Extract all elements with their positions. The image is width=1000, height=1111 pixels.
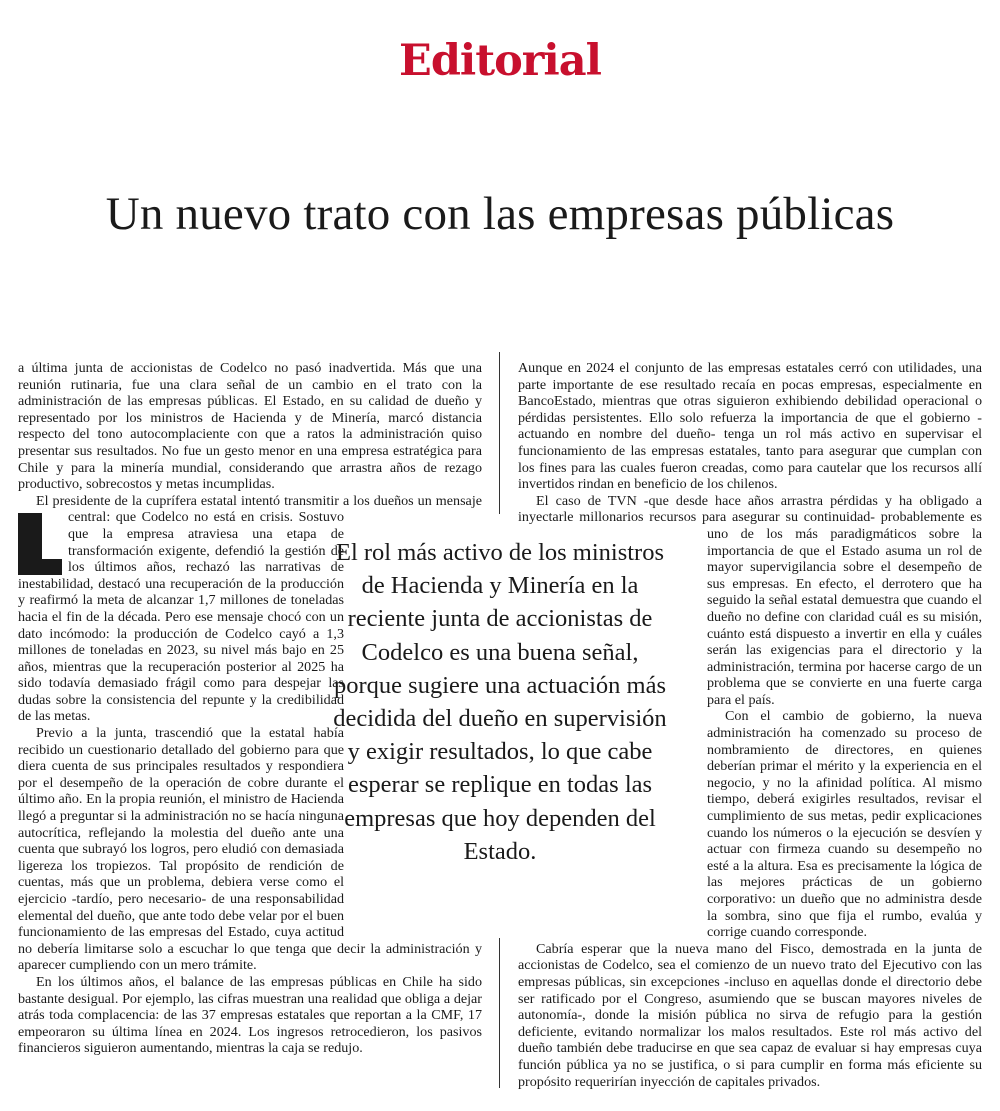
left-paragraph-2: El presidente de la cuprífera estatal intentó transmitir a los dueños un mensaje central: que Codelco no está en crisis. Sostuvo que la empresa atraviesa una etapa de transformación exigente, defendió la gestión de los últimos años, rechazó las narrativas de inestabilidad, destacó una recuperación de la producción y reafirmó la meta de alcanzar 1,7 millones de toneladas hacia el fin de la década. Pero ese mensaje chocó con un dato incómodo: la producción de Codelco cayó a 1,3 millones de toneladas en 2023, su nivel más bajo en 25 años, mientras que la recuperación posterior al 2025 ha sido todavía demasiado frágil como para despejar las dudas sobre la consistencia del repunte y la credibilidad de las metas. [18,492,482,725]
left-paragraph-1: a última junta de accionistas de Codelco no pasó inadvertida. Más que una reunión rutinaria, fue una clara señal de un cambio en el trato con la administración de las empresas públicas. El Estado, en su calidad de dueño y representado por los ministros de Hacienda y de Minería, marcó distancia respecto del tono autocomplaciente con que a ratos la administración quiso presentar sus resultados. No fue un gesto menor en una empresa estratégica para Chile y para la minería mundial, considerando que arrastra años de rezago productivo, sobrecostos y metas incumplidas. [18,360,482,493]
right-paragraph-2: El caso de TVN -que desde hace años arrastra pérdidas y ha obligado a inyectarle millonarios recursos para asegurar su continuidad- probablemente es uno de los más paradigmáticos sobre la importancia de que el Estado asuma un rol de mayor supervigilancia sobre el desempeño de sus empresas. En efecto, el derrotero que ha seguido la señal estatal demuestra que cuando el dueño no define con claridad cuál es su misión, cuánto está dispuesto a invertir en ella y cuáles serán las exigencias para el directorio y la administración, termina por hacerse cargo de un problema que se convierte en una fuerte carga para el país. [518,492,982,708]
section-title: Editorial [399,36,601,86]
column-divider-top [499,352,500,514]
right-paragraph-3: Con el cambio de gobierno, la nueva administración ha comenzado su proceso de nombramiento de directores, en quienes deberían primar el mérito y la experiencia en el negocio, y no la afinidad política. Al mismo tiempo, deberá exigirles resultados, revisar el cumplimiento de sus metas, pedir explicaciones cuando los números o la ejecución se desvíen y actuar con firmeza cuando su desempeño no esté a la altura. Esa es precisamente la lógica de las mejores prácticas de un gobierno corporativo: un dueño que no administra desde la sombra, sino que fija el rumbo, evalúa y corrige cuando corresponde. [707,708,982,941]
headline: Un nuevo trato con las empresas públicas [105,188,895,240]
pull-quote: El rol más activo de los ministros de Hacienda y Minería en la reciente junta de accionistas de Codelco es una buena señal, porque sugiere una actuación más decidida del dueño en supervisión y exigir resultados, lo que cabe esperar se replique en todas las empresas que hoy dependen del Estado. [333,539,667,865]
right-paragraph-4: Cabría esperar que la nueva mano del Fisco, demostrada en la junta de accionistas de Codelco, sea el comienzo de un nuevo trato del Ejecutivo con las empresas públicas, sin excepciones -incluso en aquellas donde el directorio debe ser ratificado por el Congreso, asumiendo que se buscan mayores niveles de autonomía-, donde la misión pública no sirva de refugio para la gestión deficiente, evitando normalizar los malos resultados. Este rol más activo del dueño también debe traducirse en que sea capaz de evaluar si hay empresas cuya función pública ya no se justifica, o si para cumplir en forma más eficiente su propósito requerirían inyección de capitales privados. [518,940,982,1090]
left-paragraph-3: Previo a la junta, trascendió que la estatal había recibido un cuestionario detallado del gobierno para que diera cuenta de sus principales resultados y respondiera por el desempeño de la operación de cobre durante el último año. En la propia reunión, el ministro de Hacienda llegó a preguntar si la administración no se hacía ninguna autocrítica, reflejando la molestia del dueño ante una cuenta que subrayó los logros, pero eludió con demasiada ligereza los tropiezos. Tal propósito de rendición de cuentas, más que un problema, debiera verse como el ejercicio -tardío, pero necesario- de una responsabilidad elemental del dueño, que ante todo debe velar por el buen funcionamiento de las empresas del Estado, cuya actitud no debería limitarse solo a escuchar lo que tenga que decir la administración y aparecer cumpliendo con un mero trámite. [18,725,482,974]
right-paragraph-1: Aunque en 2024 el conjunto de las empresas estatales cerró con utilidades, una parte importante de ese resultado recaía en pocas empresas, especialmente en BancoEstado, mientras que otras siguieron exhibiendo debilidad operacional o pérdidas persistentes. Ello solo refuerza la importancia de que el gobierno -actuando en nombre del dueño- tenga un rol más activo en supervisar el funcionamiento de las empresas estatales, tanto para asegurar que cumplan con los fines para las cuales fueron creadas, como para cautelar que los recursos allí invertidos rindan en beneficio de los chilenos. [518,360,982,493]
left-paragraph-4: En los últimos años, el balance de las empresas públicas en Chile ha sido bastante desigual. Por ejemplo, las cifras muestran una realidad que obliga a dejar atrás toda complacencia: de las 37 empresas estatales que reportan a la CMF, 17 empeoraron su última línea en 2024. Los ingresos retrocedieron, los pasivos financieros siguieron aumentando, mientras la caja se redujo. [18,973,482,1057]
column-divider-bottom [499,938,500,1088]
